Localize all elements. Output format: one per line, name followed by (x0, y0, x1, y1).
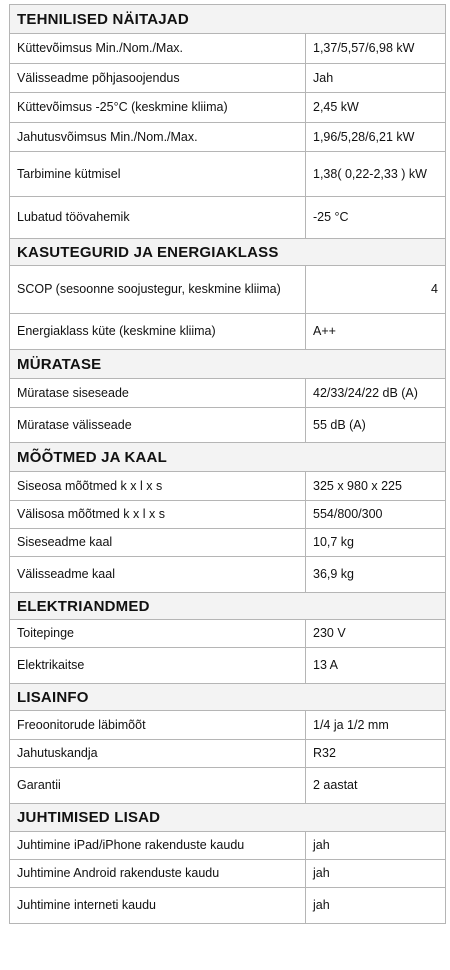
section-title: KASUTEGURID JA ENERGIAKLASS (10, 239, 446, 266)
table-row (10, 529, 446, 557)
row-value: 4 (306, 266, 446, 314)
section-header (10, 239, 446, 266)
section-header (10, 593, 446, 620)
row-label: Juhtimine iPad/iPhone rakenduste kaudu (10, 832, 306, 860)
table-row (10, 152, 446, 197)
row-value: jah (306, 888, 446, 924)
row-value: 230 V (306, 620, 446, 648)
row-label: Müratase siseseade (10, 379, 306, 408)
section-header (10, 684, 446, 711)
row-label: Tarbimine kütmisel (10, 152, 306, 197)
row-value: R32 (306, 740, 446, 768)
row-value: A++ (306, 314, 446, 350)
row-value: Jah (306, 64, 446, 93)
row-value: 13 A (306, 648, 446, 684)
table-row (10, 648, 446, 684)
row-label: SCOP (sesoonne soojustegur, keskmine kliima) (10, 266, 306, 314)
row-value: 554/800/300 (306, 501, 446, 529)
table-row (10, 314, 446, 350)
section-title: JUHTIMISED LISAD (10, 804, 446, 832)
table-row (10, 197, 446, 239)
row-value: 325 x 980 x 225 (306, 472, 446, 501)
row-label: Garantii (10, 768, 306, 804)
table-row (10, 123, 446, 152)
row-label: Toitepinge (10, 620, 306, 648)
row-value: 36,9 kg (306, 557, 446, 593)
table-row (10, 888, 446, 924)
row-value: 55 dB (A) (306, 408, 446, 443)
table-row (10, 832, 446, 860)
row-label: Lubatud töövahemik (10, 197, 306, 239)
row-value: 2 aastat (306, 768, 446, 804)
row-label: Välisosa mõõtmed k x l x s (10, 501, 306, 529)
section-title: TEHNILISED NÄITAJAD (10, 5, 446, 34)
section-title: MÕÕTMED JA KAAL (10, 443, 446, 472)
row-label: Freoonitorude läbimõõt (10, 711, 306, 740)
row-label: Müratase välisseade (10, 408, 306, 443)
row-value: 1/4 ja 1/2 mm (306, 711, 446, 740)
section-header (10, 5, 446, 34)
table-row (10, 768, 446, 804)
row-label: Siseosa mõõtmed k x l x s (10, 472, 306, 501)
section-header (10, 804, 446, 832)
row-value: 1,38( 0,22-2,33 ) kW (306, 152, 446, 197)
row-value: 1,37/5,57/6,98 kW (306, 34, 446, 64)
section-title: ELEKTRIANDMED (10, 593, 446, 620)
row-value: -25 °C (306, 197, 446, 239)
spec-table (9, 4, 446, 924)
row-label: Energiaklass küte (keskmine kliima) (10, 314, 306, 350)
row-value: 1,96/5,28/6,21 kW (306, 123, 446, 152)
row-label: Küttevõimsus -25°C (keskmine kliima) (10, 93, 306, 123)
table-row (10, 711, 446, 740)
row-value: 2,45 kW (306, 93, 446, 123)
section-title: MÜRATASE (10, 350, 446, 379)
row-label: Jahutusvõimsus Min./Nom./Max. (10, 123, 306, 152)
row-label: Välisseadme kaal (10, 557, 306, 593)
table-row (10, 501, 446, 529)
row-label: Juhtimine Android rakenduste kaudu (10, 860, 306, 888)
table-row (10, 860, 446, 888)
table-row (10, 64, 446, 93)
table-row (10, 34, 446, 64)
row-value: 10,7 kg (306, 529, 446, 557)
row-label: Siseseadme kaal (10, 529, 306, 557)
table-row (10, 740, 446, 768)
table-row (10, 408, 446, 443)
row-value: jah (306, 832, 446, 860)
row-label: Küttevõimsus Min./Nom./Max. (10, 34, 306, 64)
table-row (10, 472, 446, 501)
section-title: LISAINFO (10, 684, 446, 711)
row-value: jah (306, 860, 446, 888)
table-row (10, 557, 446, 593)
section-header (10, 350, 446, 379)
table-row (10, 266, 446, 314)
table-row (10, 620, 446, 648)
row-label: Välisseadme põhjasoojendus (10, 64, 306, 93)
table-row (10, 379, 446, 408)
row-label: Jahutuskandja (10, 740, 306, 768)
section-header (10, 443, 446, 472)
row-label: Juhtimine interneti kaudu (10, 888, 306, 924)
row-label: Elektrikaitse (10, 648, 306, 684)
row-value: 42/33/24/22 dB (A) (306, 379, 446, 408)
table-row (10, 93, 446, 123)
